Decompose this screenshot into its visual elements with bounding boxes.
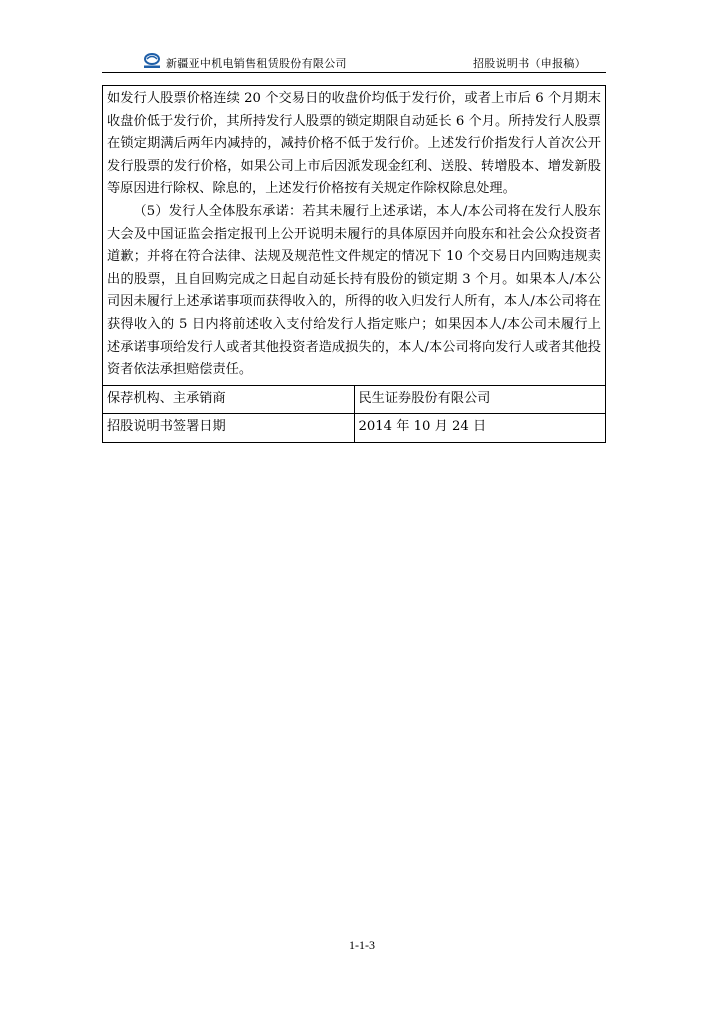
table-row xyxy=(103,414,606,443)
content-table xyxy=(102,85,606,443)
commitment-row xyxy=(103,86,606,386)
sponsor-label: 保荐机构、主承销商 xyxy=(103,385,355,414)
signing-date-label: 招股说明书签署日期 xyxy=(103,414,355,443)
page-number: 1-1-3 xyxy=(349,938,375,952)
sponsor-value: 民生证券股份有限公司 xyxy=(354,385,606,414)
table-row xyxy=(103,385,606,414)
page-header xyxy=(102,52,606,73)
header-document-title: 招股说明书（申报稿） xyxy=(473,57,586,70)
signing-date-value: 2014 年 10 月 24 日 xyxy=(354,414,606,443)
company-logo-icon xyxy=(142,53,162,69)
header-company-name: 新疆亚中机电销售租赁股份有限公司 xyxy=(166,57,347,70)
commitment-cell xyxy=(103,86,606,386)
paragraph-shareholder-commitment: （5）发行人全体股东承诺：若其未履行上述承诺，本人/本公司将在发行人股东大会及中国证监会指定报刊上公开说明未履行的具体原因并向股东和社会公众投资者道歉；并将在符合法律、法规及规范性文件规定的情况下 10 个交易日内回购违规卖出的股票，且自回购完成之日起自动延长持有股份的锁定期 3 个月。如果本人/本公司因未履行上述承诺事项而获得收入的，所得的收入归发行人所有，本人/本公司将在获得收入的 5 日内将前述收入支付给发行人指定账户；如果因本人/本公司未履行上述承诺事项给发行人或者其他投资者造成损失的，本人/本公司将向发行人或者其他投资者依法承担赔偿责任。 xyxy=(107,203,601,378)
paragraph-lockup-extension: 如发行人股票价格连续 20 个交易日的收盘价均低于发行价，或者上市后 6 个月期末收盘价低于发行价，其所持发行人股票的锁定期限自动延长 6 个月。所持发行人股票在锁定期满后两年内减持的，减持价格不低于发行价。上述发行价指发行人首次公开发行股票的发行价格，如果公司上市后因派发现金红利、送股、转增股本、增发新股等原因进行除权、除息的，上述发行价格按有关规定作除权除息处理。 xyxy=(107,91,601,197)
